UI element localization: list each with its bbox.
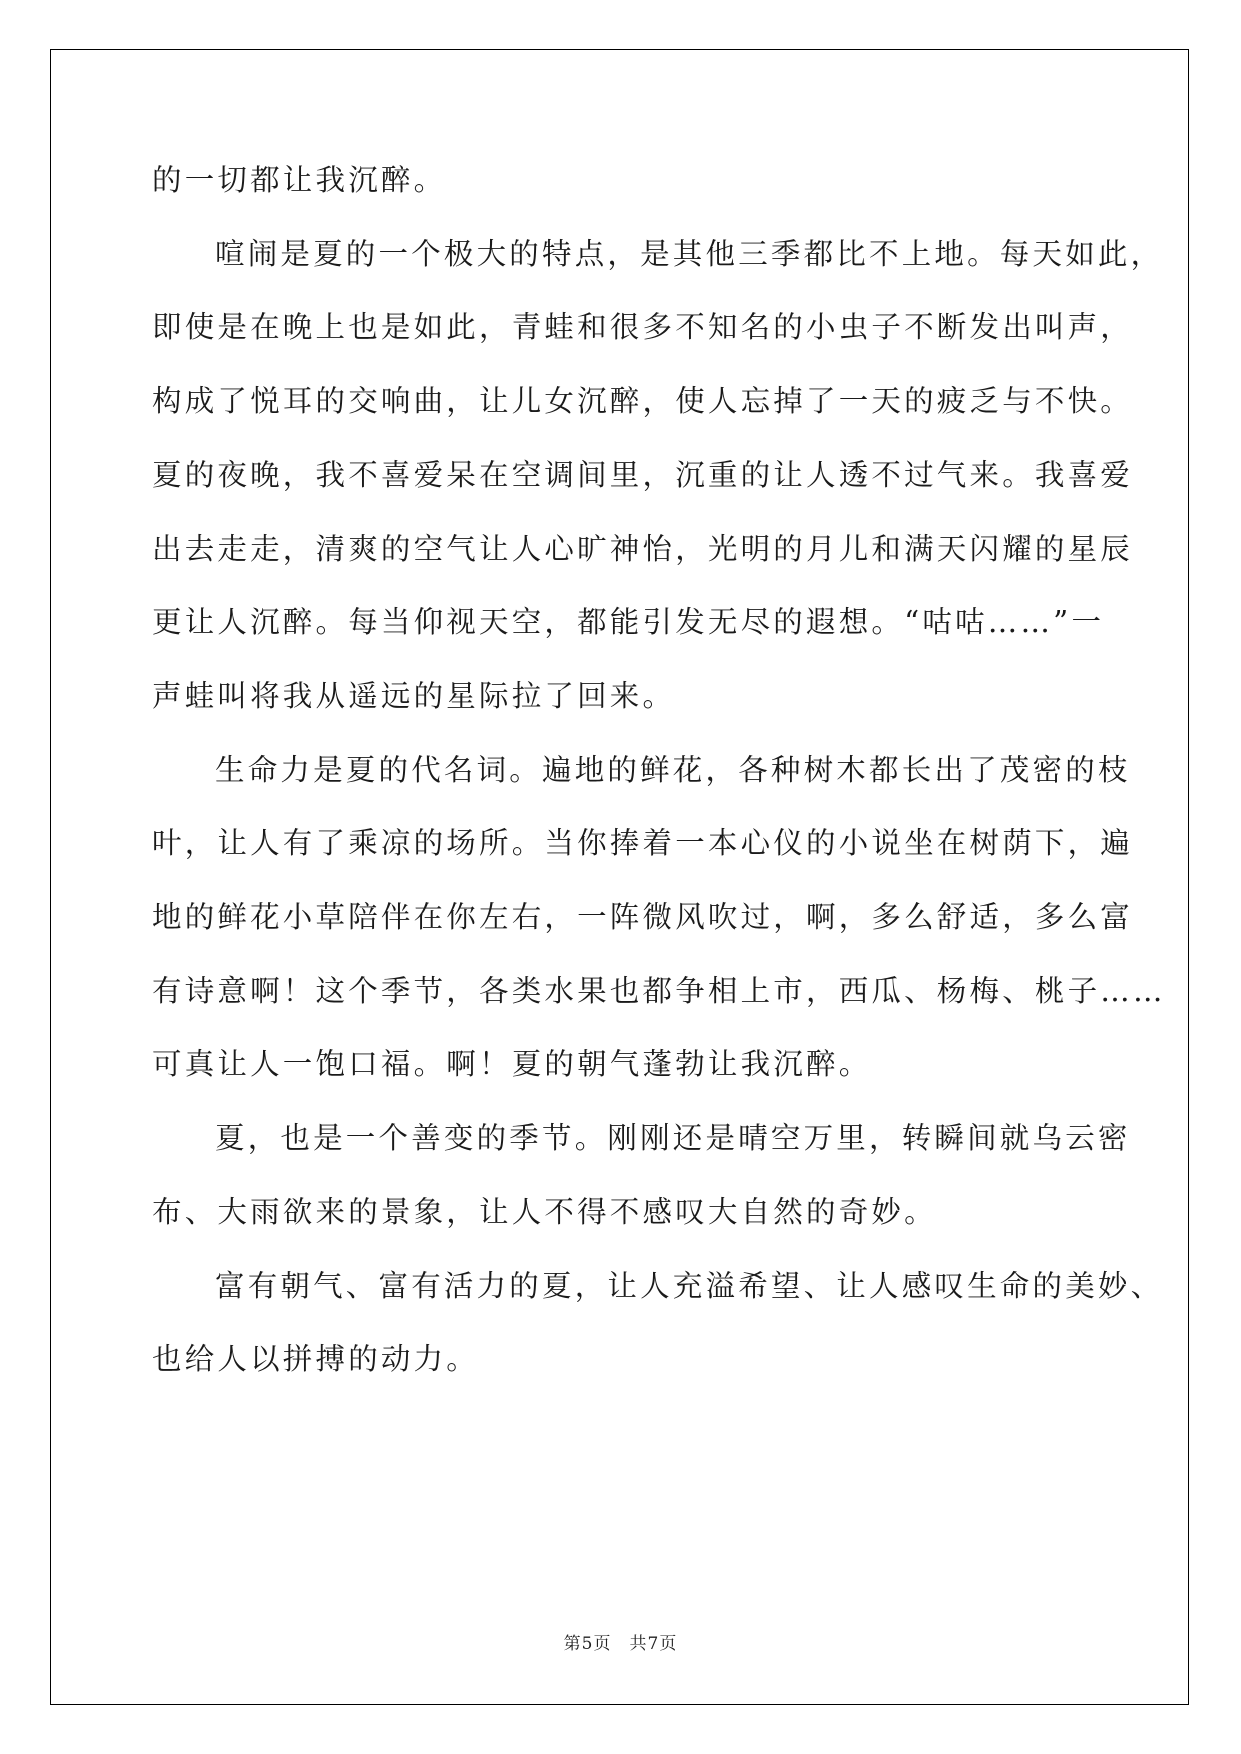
- text-line: 构成了悦耳的交响曲，让儿女沉醉，使人忘掉了一天的疲乏与不快。: [152, 384, 1134, 419]
- text-line: 布、大雨欲来的景象，让人不得不感叹大自然的奇妙。: [152, 1194, 937, 1229]
- text-line: 出去走走，清爽的空气让人心旷神怡，光明的月儿和满天闪耀的星辰: [152, 531, 1134, 566]
- text-line: 有诗意啊！这个季节，各类水果也都争相上市，西瓜、杨梅、桃子……: [152, 973, 1166, 1008]
- text-line: 声蛙叫将我从遥远的星际拉了回来。: [152, 678, 676, 713]
- page-footer: [0, 1629, 1241, 1654]
- text-line: 叶，让人有了乘凉的场所。当你捧着一本心仪的小说坐在树荫下，遍: [152, 826, 1134, 861]
- text-line: 生命力是夏的代名词。遍地的鲜花，各种树木都长出了茂密的枝: [215, 752, 1131, 787]
- page-border: [50, 49, 1189, 1705]
- text-line: 富有朝气、富有活力的夏，让人充溢希望、让人感叹生命的美妙、: [215, 1268, 1164, 1303]
- text-line: 夏，也是一个善变的季节。刚刚还是晴空万里，转瞬间就乌云密: [215, 1121, 1131, 1156]
- text-line: 更让人沉醉。每当仰视天空，都能引发无尽的遐想。“咕咕……”一: [152, 605, 1105, 640]
- text-line: 的一切都让我沉醉。: [152, 163, 447, 197]
- text-line: 也给人以拼搏的动力。: [152, 1342, 480, 1377]
- text-line: 可真让人一饱口福。啊！夏的朝气蓬勃让我沉醉。: [152, 1047, 872, 1082]
- text-line: 夏的夜晚，我不喜爱呆在空调间里，沉重的让人透不过气来。我喜爱: [152, 457, 1134, 492]
- text-line: 喧闹是夏的一个极大的特点，是其他三季都比不上地。每天如此，: [215, 236, 1164, 271]
- text-line: 即使是在晚上也是如此，青蛙和很多不知名的小虫子不断发出叫声，: [152, 310, 1134, 345]
- text-line: 地的鲜花小草陪伴在你左右，一阵微风吹过，啊，多么舒适，多么富: [152, 900, 1134, 934]
- page-number-current: 第5页: [563, 1634, 612, 1654]
- page-number-total: 共7页: [629, 1634, 678, 1654]
